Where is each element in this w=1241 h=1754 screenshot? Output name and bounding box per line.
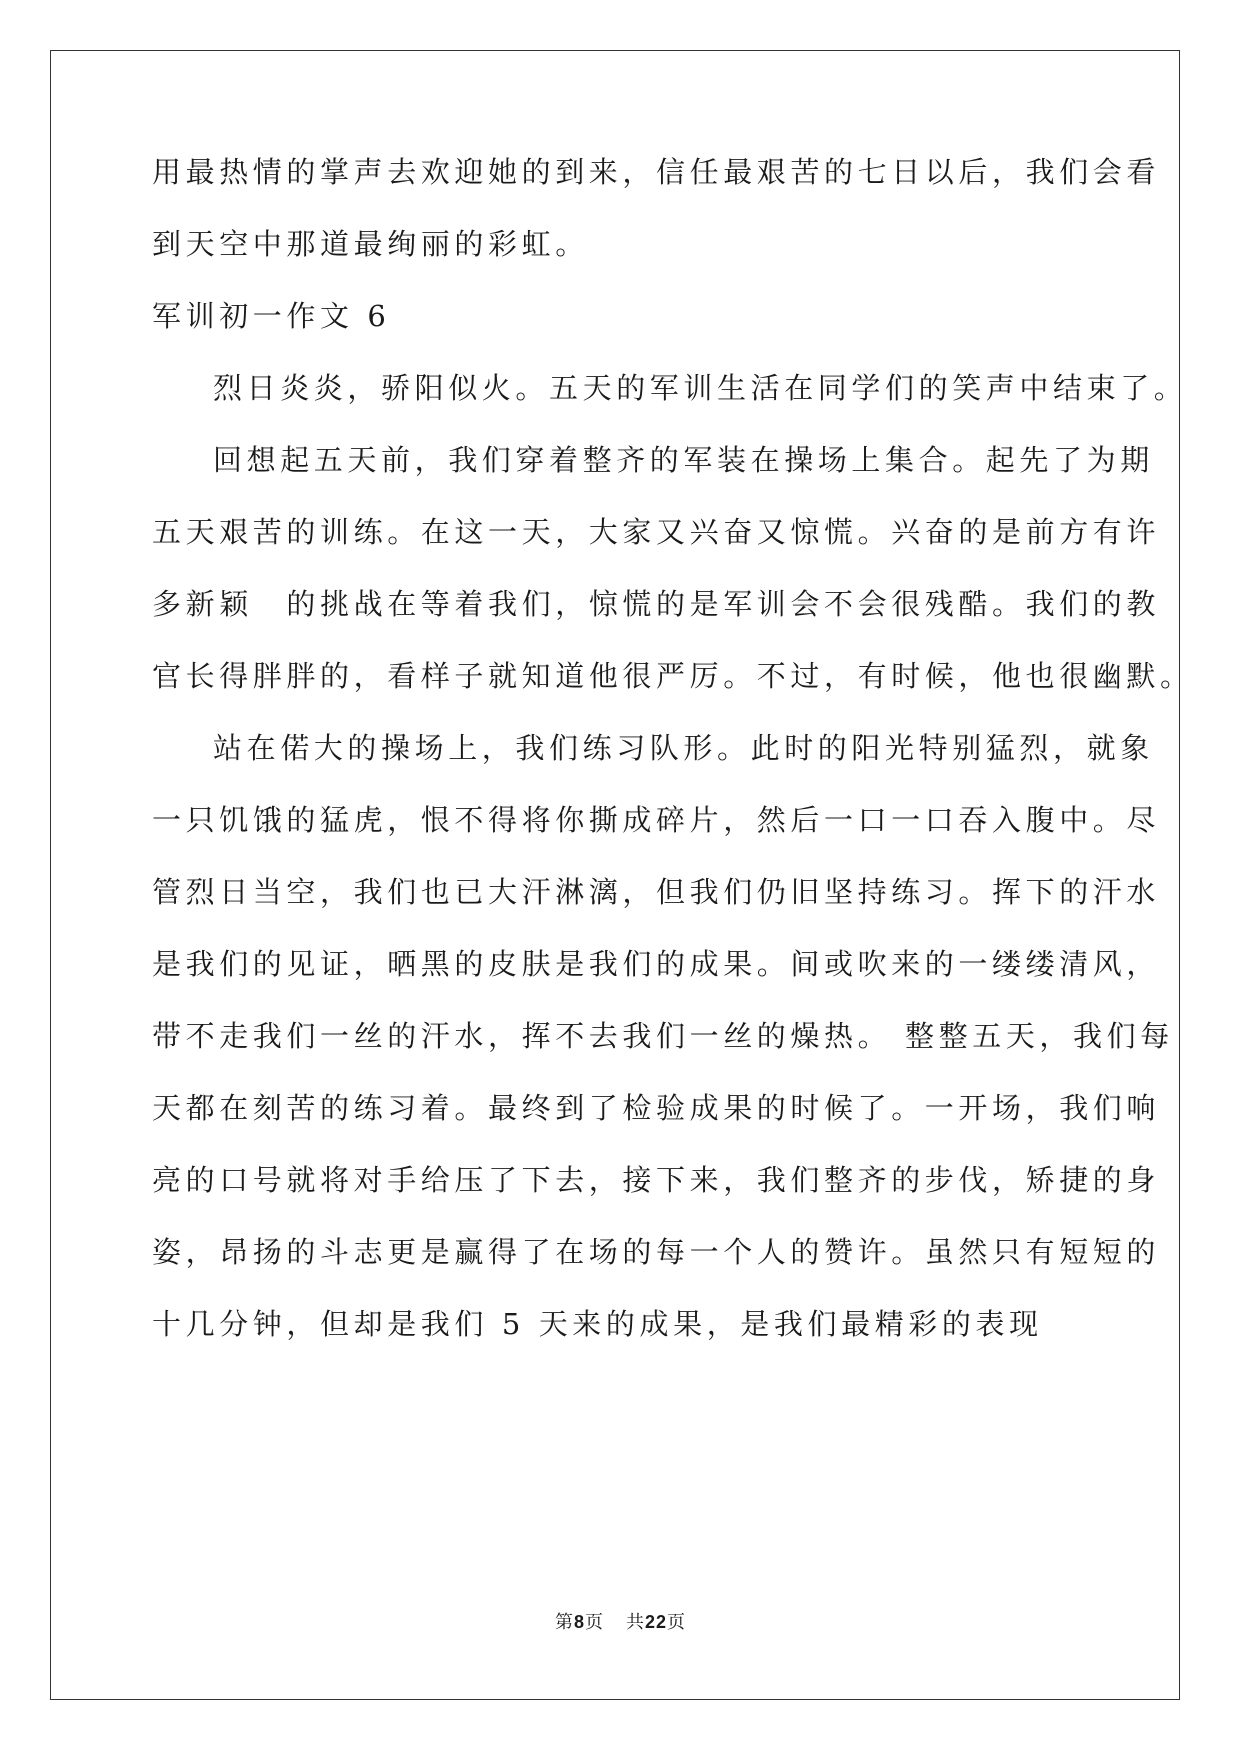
paragraph-line: 到天空中那道最绚丽的彩虹。 [152, 227, 589, 261]
paragraph-line: 烈日炎炎，骄阳似火。五天的军训生活在同学们的笑声中结束了。 [213, 371, 1188, 405]
paragraph-line: 管烈日当空，我们也已大汗淋漓，但我们仍旧坚持练习。挥下的汗水 [152, 875, 1161, 909]
page-footer [0, 1608, 1241, 1634]
total-suffix: 页 [667, 1612, 687, 1633]
total-prefix: 共 [625, 1612, 645, 1633]
paragraph-line: 多新颖 的挑战在等着我们，惊慌的是军训会不会很残酷。我们的教 [152, 587, 1161, 621]
section-heading: 军训初一作文 6 [152, 299, 391, 333]
paragraph-line: 用最热情的掌声去欢迎她的到来，信任最艰苦的七日以后，我们会看 [152, 155, 1161, 189]
paragraph-line: 十几分钟，但却是我们 5 天来的成果，是我们最精彩的表现 [152, 1307, 1043, 1341]
paragraph-line: 站在偌大的操场上，我们练习队形。此时的阳光特别猛烈，就象 [213, 731, 1154, 765]
paragraph-line: 带不走我们一丝的汗水，挥不去我们一丝的燥热。 整整五天，我们每 [152, 1019, 1174, 1053]
paragraph-line: 五天艰苦的训练。在这一天，大家又兴奋又惊慌。兴奋的是前方有许 [152, 515, 1161, 549]
paragraph-line: 天都在刻苦的练习着。最终到了检验成果的时候了。一开场，我们响 [152, 1091, 1161, 1125]
paragraph-line: 亮的口号就将对手给压了下去，接下来，我们整齐的步伐，矫捷的身 [152, 1163, 1161, 1197]
paragraph-line: 回想起五天前，我们穿着整齐的军装在操场上集合。起先了为期 [213, 443, 1154, 477]
page-number: 8 [573, 1612, 585, 1632]
paragraph-line: 官长得胖胖的，看样子就知道他很严厉。不过，有时候，他也很幽默。 [152, 659, 1194, 693]
total-pages: 22 [644, 1612, 668, 1632]
paragraph-line: 是我们的见证，晒黑的皮肤是我们的成果。间或吹来的一缕缕清风， [152, 947, 1161, 981]
page-suffix: 页 [584, 1612, 604, 1633]
paragraph-line: 一只饥饿的猛虎，恨不得将你撕成碎片，然后一口一口吞入腹中。尽 [152, 803, 1161, 837]
page-prefix: 第 [554, 1612, 574, 1633]
paragraph-line: 姿，昂扬的斗志更是赢得了在场的每一个人的赞许。虽然只有短短的 [152, 1235, 1161, 1269]
